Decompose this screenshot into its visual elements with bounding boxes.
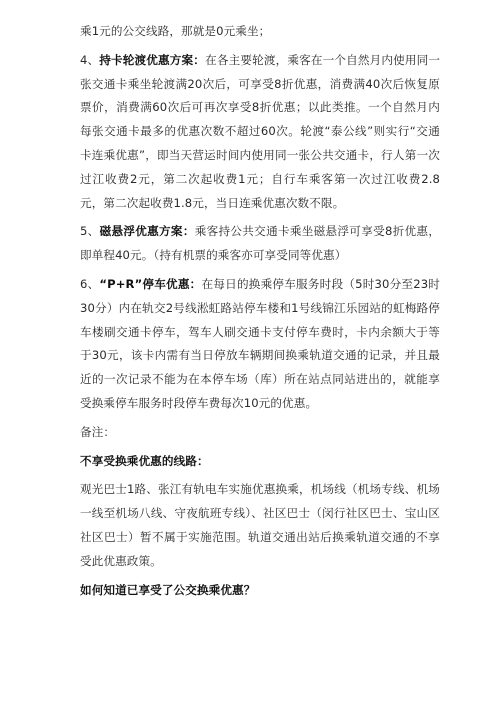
item-6-number: 6、: [80, 276, 100, 291]
exclusion-heading-text: 不享受换乘优惠的线路：: [80, 453, 209, 468]
intro-paragraph: 乘1元的公交线路，那就是0元乘坐；: [80, 24, 271, 38]
item-4-number: 4、: [80, 52, 100, 67]
item-6-text: 在每日的换乘停车服务时段（5时30分至23时30分）内在轨交2号线淞虹路站停车楼和1号线锦江乐园站的虹梅路停车楼刷交通卡停车，驾车人刷交通卡支付停车费时，卡内余额大于等于30元，该卡内需有当日停放车辆期间换乘轨道交通的记录，并且最近的一次记录不能为在本停车场（库）所在站点同站进出的，就能享受换乘停车服务时段停车费每次10元的优惠。: [80, 276, 440, 410]
item-5-number: 5、: [80, 224, 100, 239]
item-5-text: 乘客持公共交通卡乘坐磁悬浮可享受8折优惠，即单程40元。（持有机票的乘客亦可享受同等优惠）: [80, 224, 441, 263]
item-6-paragraph: [80, 273, 440, 416]
question-heading: [80, 579, 440, 603]
item-4-paragraph: [80, 49, 440, 216]
item-5-paragraph: [80, 220, 440, 268]
document-page: [80, 20, 440, 602]
item-6-title: “P+R”停车优惠：: [99, 276, 202, 291]
exclusion-paragraph: 观光巴士1路、张江有轨电车实施优惠换乘，机场线（机场专线、机场一线至机场八线、守夜航班专线）、社区巴士（闵行社区巴士、宝山区社区巴士）暂不属于实施范围。轨道交通出站后换乘轨道交通的不享受此优惠政策。: [80, 482, 440, 568]
exclusion-heading: [80, 450, 440, 474]
item-5-title: 磁悬浮优惠方案：: [99, 224, 195, 239]
item-4-title: 持卡轮渡优惠方案：: [99, 52, 206, 67]
item-4-text: 在各主要轮渡，乘客在一个自然月内使用同一张交通卡乘坐轮渡满20次后，可享受8折优惠，消费满40次后恢复原票价，消费满60次后可再次享受8折优惠；以此类推。一个自然月内每张交通卡最多的优惠次数不超过60次。轮渡“泰公线”则实行“交通卡连乘优惠”，即当天营运时间内使用同一张公共交通卡，行人第一次过江收费2元，第二次起收费1元；自行车乘客第一次过江收费2.8元，第二次起收费1.8元，当日连乘优惠次数不限。: [80, 52, 441, 210]
question-heading-text: 如何知道已享受了公交换乘优惠？: [80, 582, 256, 597]
note-label: 备注：: [80, 424, 116, 439]
